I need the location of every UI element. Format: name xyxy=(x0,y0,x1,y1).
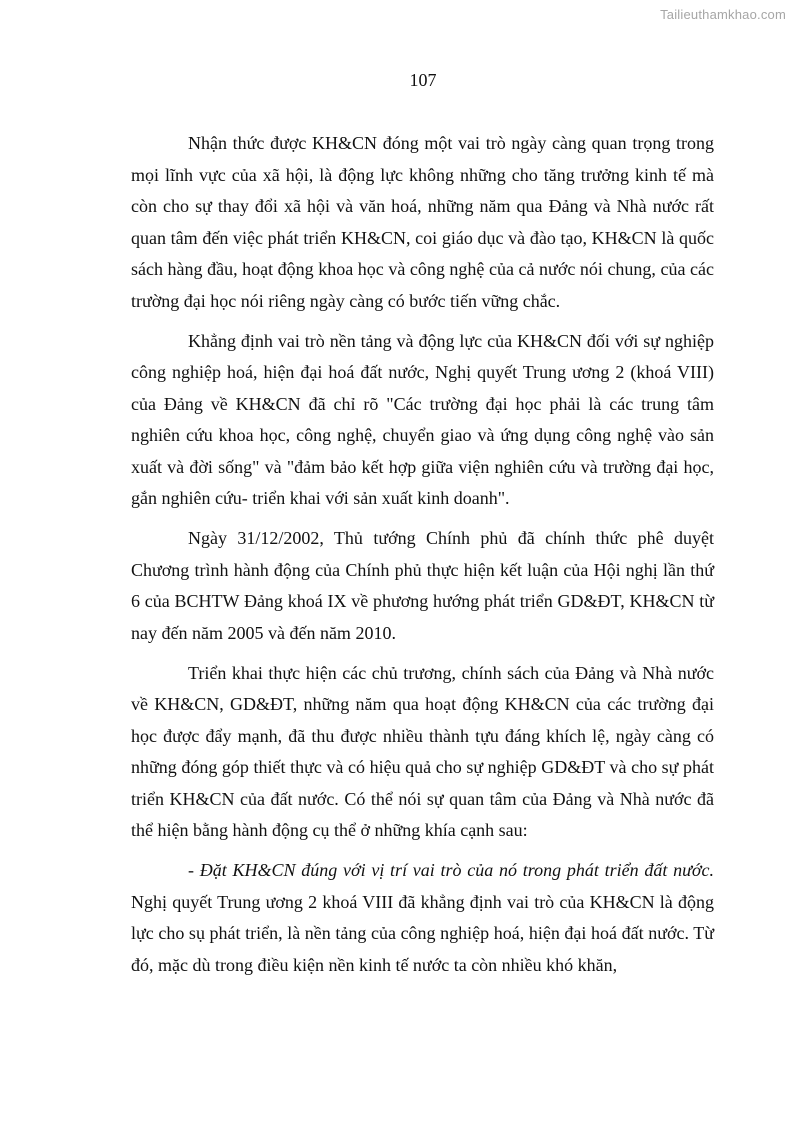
paragraph-5-text: Nghị quyết Trung ương 2 khoá VIII đã khẳng định vai trò của KH&CN là động lực cho sụ phát triển, là nền tảng của công nghiệp hoá, hiện đại hoá đất nước. Từ đó, mặc dù trong điều kiện nền kinh tế nước ta còn nhiều khó khăn, xyxy=(131,891,714,975)
paragraph-4: Triển khai thực hiện các chủ trương, chính sách của Đảng và Nhà nước về KH&CN, GD&ĐT, những năm qua hoạt động KH&CN của các trường đại học được đẩy mạnh, đã thu được nhiều thành tựu đáng khích lệ, ngày càng có những đóng góp thiết thực và có hiệu quả cho sự nghiệp GD&ĐT và cho sự phát triển KH&CN của đất nước. Có thể nói sự quan tâm của Đảng và Nhà nước đã thể hiện bằng hành động cụ thể ở những khía cạnh sau: xyxy=(131,662,714,840)
paragraph-2: Khẳng định vai trò nền tảng và động lực của KH&CN đối với sự nghiệp công nghiệp hoá, hiện đại hoá đất nước, Nghị quyết Trung ương 2 (khoá VIII) của Đảng về KH&CN đã chỉ rõ "Các trường đại học phải là các trung tâm nghiên cứu khoa học, công nghệ, chuyển giao và ứng dụng công nghệ vào sản xuất và đời sống" và "đảm bảo kết hợp giữa viện nghiên cứu và trường đại học, gắn nghiên cứu- triển khai với sản xuất kinh doanh". xyxy=(131,330,714,508)
paragraph-3: Ngày 31/12/2002, Thủ tướng Chính phủ đã chính thức phê duyệt Chương trình hành động của Chính phủ thực hiện kết luận của Hội nghị lần thứ 6 của BCHTW Đảng khoá IX về phương hướng phát triển GD&ĐT, KH&CN từ nay đến năm 2005 và đến năm 2010. xyxy=(131,528,714,643)
watermark: Tailieuthamkhao.com xyxy=(660,7,786,22)
paragraph-5-italic-lead: - Đặt KH&CN đúng với vị trí vai trò của nó trong phát triển đất nước. xyxy=(188,860,714,880)
paragraph-5 xyxy=(131,855,714,981)
paragraph-1: Nhận thức được KH&CN đóng một vai trò ngày càng quan trọng trong mọi lĩnh vực của xã hội, là động lực không những cho tăng trưởng kinh tế mà còn cho sự thay đổi xã hội và văn hoá, những năm qua Đảng và Nhà nước rất quan tâm đến việc phát triển KH&CN, coi giáo dục và đào tạo, KH&CN là quốc sách hàng đầu, hoạt động khoa học và công nghệ của cả nước nói chung, của các trường đại học nói riêng ngày càng có bước tiến vững chắc. xyxy=(131,133,714,311)
document-body xyxy=(131,128,714,981)
page-number: 107 xyxy=(409,70,437,90)
